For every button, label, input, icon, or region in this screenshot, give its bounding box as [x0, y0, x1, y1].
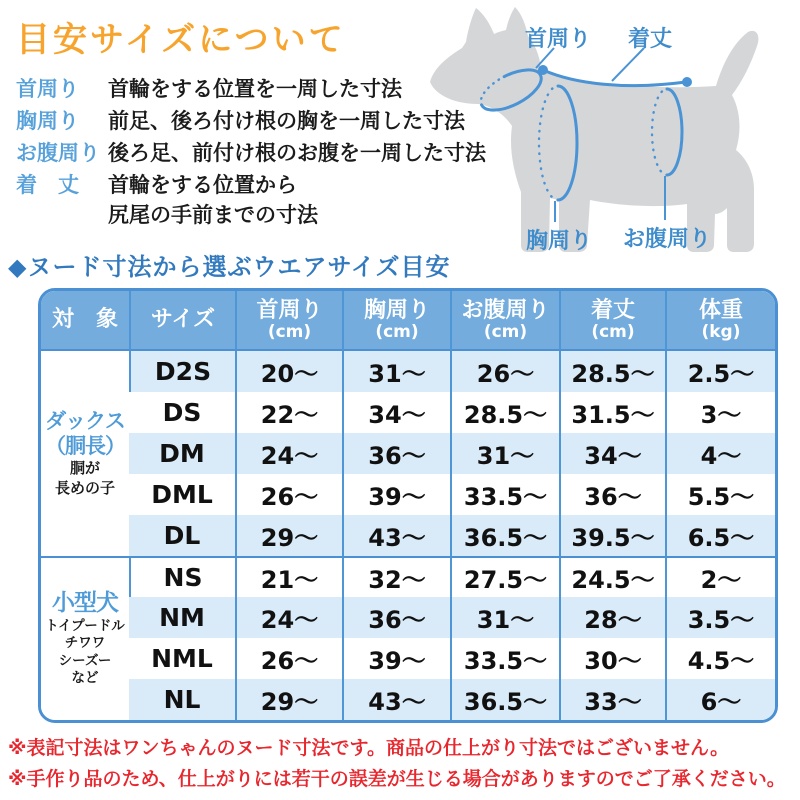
chest-cell: 39～	[342, 474, 450, 515]
definition-row-neck	[16, 74, 486, 104]
subject-note: 胴が	[69, 459, 100, 478]
definition-term: お腹周り	[16, 141, 100, 165]
subject-note: など	[71, 670, 99, 687]
belly-cell: 28.5～	[450, 392, 559, 433]
weight-cell: 4.5～	[665, 638, 775, 679]
table-row	[41, 433, 775, 474]
table-header-row	[41, 291, 775, 351]
belly-cell: 31～	[450, 433, 559, 474]
subject-cell-dachshund	[41, 351, 129, 556]
neck-cell: 29～	[235, 679, 342, 720]
neck-cell: 26～	[235, 474, 342, 515]
footer-notes	[8, 733, 786, 795]
section-heading: ◆ヌード寸法から選ぶウエアサイズ目安	[8, 253, 451, 281]
size-table	[41, 291, 775, 720]
note-handmade: ※手作り品のため、仕上がりには若干の誤差が生じる場合がありますのでご了承ください。	[8, 768, 786, 790]
chest-cell: 36～	[342, 433, 450, 474]
diagram-label-belly: お腹周り	[622, 227, 712, 252]
belly-cell: 36.5～	[450, 679, 559, 720]
weight-cell: 3.5～	[665, 597, 775, 638]
subject-name: ダックス	[45, 408, 125, 433]
subject-name: 小型犬	[52, 590, 118, 617]
chest-cell: 43～	[342, 679, 450, 720]
dog-measurement-diagram	[420, 2, 800, 274]
table-row	[41, 392, 775, 433]
definition-term: 首周り	[16, 77, 79, 101]
table-group-dachshund	[41, 351, 775, 556]
belly-cell: 33.5～	[450, 638, 559, 679]
size-cell: NML	[151, 644, 213, 673]
definition-desc: 後ろ足、前付け根のお腹を一周した寸法	[108, 141, 486, 165]
dog-illustration	[420, 2, 800, 274]
weight-cell: 6～	[665, 679, 775, 720]
size-cell: DS	[162, 398, 202, 427]
diagram-label-chest: 胸周り	[525, 229, 593, 254]
weight-cell: 2.5～	[665, 351, 775, 392]
definition-desc: 前足、後ろ付け根の胸を一周した寸法	[108, 109, 465, 133]
chest-cell: 43～	[342, 515, 450, 556]
subject-cell-small-dogs	[41, 556, 129, 720]
definition-row-chest	[16, 106, 486, 136]
belly-cell: 31～	[450, 597, 559, 638]
header-length: 着丈 (cm)	[559, 291, 665, 351]
chest-cell: 34～	[342, 392, 450, 433]
subject-note: トイプードル	[45, 617, 125, 634]
size-cell: DML	[151, 480, 213, 509]
neck-cell: 24～	[235, 597, 342, 638]
subject-note: 長めの子	[54, 478, 115, 497]
neck-cell: 24～	[235, 433, 342, 474]
header-belly: お腹周り (cm)	[450, 291, 559, 351]
table-row	[41, 597, 775, 638]
weight-cell: 6.5～	[665, 515, 775, 556]
size-cell: DM	[129, 433, 235, 474]
neck-cell: 26～	[235, 638, 342, 679]
definition-row-belly	[16, 138, 486, 168]
length-cell: 30～	[559, 638, 665, 679]
table-row	[41, 474, 775, 515]
header-neck: 首周り (cm)	[235, 291, 342, 351]
length-cell: 39.5～	[559, 515, 665, 556]
neck-cell: 21～	[235, 556, 342, 597]
size-cell: DL	[129, 515, 235, 556]
weight-cell: 3～	[665, 392, 775, 433]
header-subject: 対 象	[41, 291, 129, 351]
length-cell: 34～	[559, 433, 665, 474]
length-cell: 24.5～	[559, 556, 665, 597]
chest-cell: 36～	[342, 597, 450, 638]
subject-name-sub: （胴長）	[45, 434, 125, 458]
definition-desc: 首輪をする位置から	[108, 173, 297, 197]
neck-cell: 22～	[235, 392, 342, 433]
table-row	[41, 515, 775, 556]
note-nude-size: ※表記寸法はワンちゃんのヌード寸法です。商品の仕上がり寸法ではございません。	[8, 737, 730, 759]
length-cell: 31.5～	[559, 392, 665, 433]
chest-cell: 31～	[342, 351, 450, 392]
chest-cell: 32～	[342, 556, 450, 597]
weight-cell: 2～	[665, 556, 775, 597]
dog-silhouette	[430, 7, 758, 252]
table-row	[41, 638, 775, 679]
neck-cell: 29～	[235, 515, 342, 556]
belly-cell: 26～	[450, 351, 559, 392]
length-cell: 28.5～	[559, 351, 665, 392]
belly-cell: 33.5～	[450, 474, 559, 515]
belly-cell: 36.5～	[450, 515, 559, 556]
size-cell: NM	[129, 597, 235, 638]
definition-term: 着 丈	[16, 173, 79, 197]
length-cell: 28～	[559, 597, 665, 638]
length-cell: 33～	[559, 679, 665, 720]
header-size: サイズ	[129, 291, 235, 351]
table-row	[41, 351, 775, 392]
table-row	[41, 556, 775, 597]
header-chest: 胸周り (cm)	[342, 291, 450, 351]
chest-cell: 39～	[342, 638, 450, 679]
definition-row-length	[16, 170, 486, 230]
belly-cell: 27.5～	[450, 556, 559, 597]
neck-cell: 20～	[235, 351, 342, 392]
size-cell: NS	[129, 556, 235, 597]
weight-cell: 4～	[665, 433, 775, 474]
size-cell: D2S	[129, 351, 235, 392]
subject-note: シーズー	[58, 652, 112, 669]
size-cell: NL	[129, 679, 235, 720]
definition-desc: 首輪をする位置を一周した寸法	[108, 77, 402, 101]
subject-note: チワワ	[64, 635, 106, 652]
table-row	[41, 679, 775, 720]
page-title: 目安サイズについて	[16, 20, 346, 60]
header-weight: 体重 (kg)	[665, 291, 775, 351]
size-table-container	[38, 288, 778, 723]
length-cell: 36～	[559, 474, 665, 515]
definition-desc-line2: 尻尾の手前までの寸法	[108, 203, 318, 227]
diagram-label-neck: 首周り	[524, 27, 592, 52]
weight-cell: 5.5～	[665, 474, 775, 515]
definitions-list	[16, 74, 486, 232]
diagram-label-length: 着丈	[627, 27, 673, 52]
table-group-small-dogs	[41, 556, 775, 720]
definition-term: 胸周り	[16, 109, 79, 133]
